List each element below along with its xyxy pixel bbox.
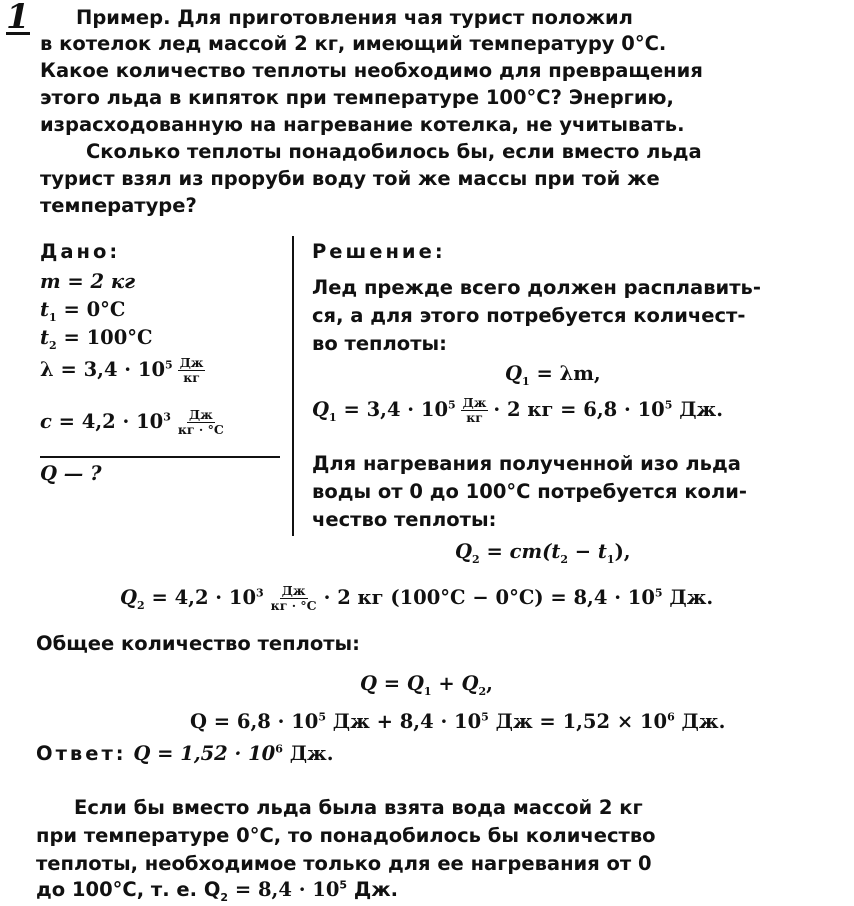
given-header: Дано: [40,240,121,263]
total-calculation: $Q = 6,8 \cdot 10^5$ Дж + $8,4 \cdot 10^5$ Дж = $1,52 \times 10^6$ Дж. [190,710,726,733]
heat-line-3: чество теплоты: [312,508,497,531]
problem-line-4: этого льда в кипяток при температуре 100°С? Энергию, [40,86,674,109]
q1-calculation: $Q_1 = 3,4 \cdot 10^5$ $\frac{Дж}{кг}$ · 2 кг = $6,8 \cdot 10^5$ Дж. [312,395,724,425]
given-mass: m = 2 кг [40,270,136,293]
answer-line: Ответ: $Q = 1,52 \cdot 10^6$ Дж. [36,742,334,765]
problem-line-3: Какое количество теплоты необходимо для превращения [40,59,703,82]
solution-line-2: ся, а для этого потребуется количест- [312,304,746,327]
solution-line-1: Лед прежде всего должен расплавить- [312,276,761,299]
heat-line-1: Для нагревания полученной изо льда [312,452,741,475]
solution-line-3: во теплоты: [312,332,447,355]
given-c: $c = 4,2 \cdot 10^3$ $\frac{Дж}{кг \cdot ^\circ С}$ [40,407,224,437]
problem-number: 1 [6,0,30,37]
conclusion-line-2: при температуре 0°С, то понадобилось бы количество [36,824,656,847]
given-lambda: $\lambda = 3,4 \cdot 10^5$ $\frac{Дж}{кг}$ [40,355,204,385]
problem-line-5: израсходованную на нагревание котелка, не учитывать. [40,113,685,136]
given-t2: $t_2 = 100^\circ С$ [40,326,153,352]
solution-header: Решение: [312,240,446,263]
problem-line-8: температуре? [40,194,197,217]
conclusion-line-3: теплоты, необходимое только для ее нагревания от 0 [36,852,652,875]
given-divider [40,456,280,458]
answer-label: Ответ: [36,742,127,765]
problem-line-2: в котелок лед массой 2 кг, имеющий температуру 0°С. [40,32,667,55]
given-solution-separator [292,236,294,536]
heat-line-2: воды от 0 до 100°С потребуется коли- [312,480,747,503]
conclusion-line-1: Если бы вместо льда была взята вода массой 2 кг [74,796,643,819]
given-t1: $t_1 = 0^\circ С$ [40,298,126,324]
problem-line-7: турист взял из проруби воду той же массы при той же [40,167,660,190]
problem-line-6: Сколько теплоты понадобилось бы, если вместо льда [86,140,702,163]
q2-calculation: $Q_2 = 4,2 \cdot 10^3$ $\frac{Дж}{кг \cdot ^\circ С}$ · 2 кг $(100^\circ С - 0^\circ С) = 8,4 \cdot 10^5$ Дж. [120,583,714,613]
conclusion-line-4: до 100°С, т. е. $Q_2 = 8,4 \cdot 10^5$ Дж. [36,878,399,904]
total-heat-label: Общее количество теплоты: [36,632,360,655]
q1-formula: $Q_1 = \lambda m$, [505,362,601,388]
problem-line-1: Пример. Для приготовления чая турист положил [76,6,633,29]
given-find: Q — ? [40,462,102,485]
q2-formula: $Q_2 = cm(t_2 - t_1)$, [455,540,631,566]
total-formula: $Q = Q_1 + Q_2$, [360,672,493,698]
